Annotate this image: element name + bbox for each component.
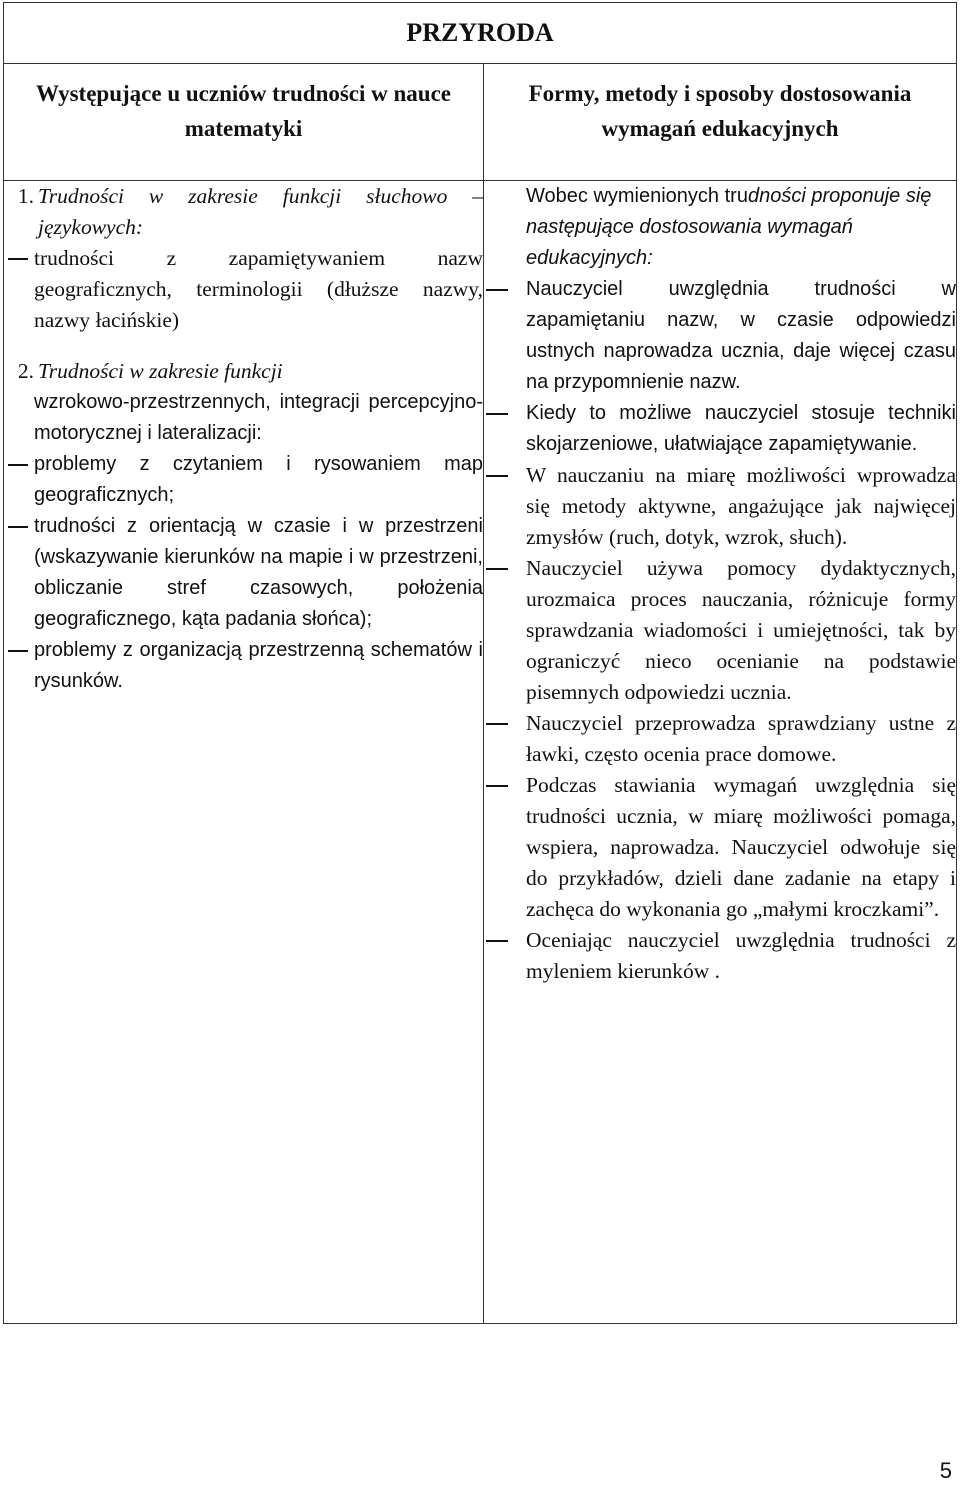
list-item-text: trudności z zapamiętywaniem nazw geograficznych, terminologii (dłuższe nazwy, nazwy łacińskie) bbox=[34, 246, 483, 332]
group-number: 1. bbox=[17, 184, 34, 208]
methods-cell bbox=[484, 181, 957, 1324]
page-number: 5 bbox=[939, 1458, 952, 1483]
methods-intro-italic: dności proponuje się następujące dostosowania wymagań edukacyjnych: bbox=[526, 185, 932, 269]
methods-intro bbox=[484, 181, 956, 274]
list-item-text: trudności z orientacją w czasie i w przestrzeni (wskazywanie kierunków na mapie i w przestrzeni, obliczanie stref czasowych, położenia geograficznego, kąta padania słońca); bbox=[34, 515, 483, 630]
list-item bbox=[484, 460, 956, 553]
list-item bbox=[484, 925, 956, 987]
group-subheading: wzrokowo-przestrzennych, integracji percepcyjno-motorycznej i lateralizacji: bbox=[34, 391, 483, 444]
table-title: PRZYRODA bbox=[4, 3, 957, 64]
list-item bbox=[4, 243, 483, 336]
dash-bullet-icon bbox=[484, 553, 526, 708]
group-heading: Trudności w zakresie funkcji bbox=[38, 359, 283, 383]
list-item-text: Podczas stawiania wymagań uwzględnia się trudności ucznia, w miarę możliwości pomaga, wspiera, naprowadza. Nauczyciel odwołuje się do przykładów, dzieli dane zadanie na etapy i zachęca do wykonania go „małymi kroczkami”. bbox=[526, 773, 956, 921]
list-item-text: W nauczaniu na miarę możliwości wprowadza się metody aktywne, angażujące jak najwięcej zmysłów (ruch, dotyk, wzrok, słuch). bbox=[526, 463, 956, 549]
column-header-methods-text: Formy, metody i sposoby dostosowania wymagań edukacyjnych bbox=[528, 81, 912, 141]
adaptation-table bbox=[3, 2, 957, 1324]
list-item-text: Oceniając nauczyciel uwzględnia trudności z myleniem kierunków . bbox=[526, 928, 956, 983]
dash-bullet-icon bbox=[4, 511, 34, 635]
group-number: 2. bbox=[17, 359, 34, 383]
difficulties-cell bbox=[4, 181, 484, 1324]
list-item bbox=[4, 635, 483, 697]
dash-bullet-icon bbox=[4, 449, 34, 511]
dash-bullet-icon bbox=[484, 274, 526, 398]
list-item-text: Nauczyciel przeprowadza sprawdziany ustne z ławki, często ocenia prace domowe. bbox=[526, 711, 956, 766]
dash-bullet-icon bbox=[484, 770, 526, 925]
list-item bbox=[4, 449, 483, 511]
list-item bbox=[484, 398, 956, 460]
list-item-text: problemy z czytaniem i rysowaniem map geograficznych; bbox=[34, 453, 483, 506]
difficulty-group-1 bbox=[4, 181, 483, 243]
list-item bbox=[484, 708, 956, 770]
dash-bullet-icon bbox=[4, 243, 34, 336]
list-item bbox=[4, 511, 483, 635]
list-item-text: Nauczyciel używa pomocy dydaktycznych, urozmaica proces nauczania, różnicuje formy sprawdzania wiadomości i umiejętności, tak by ograniczyć nieco ocenianie na podstawie pisemnych odpowiedzi ucznia. bbox=[526, 556, 956, 704]
column-header-difficulties bbox=[4, 64, 484, 181]
column-header-difficulties-text: Występujące u uczniów trudności w nauce matematyki bbox=[35, 81, 452, 141]
dash-bullet-icon bbox=[484, 708, 526, 770]
dash-bullet-icon bbox=[4, 635, 34, 697]
difficulty-group-2 bbox=[4, 356, 483, 387]
list-item bbox=[484, 770, 956, 925]
list-item-text: problemy z organizacją przestrzenną schematów i rysunków. bbox=[34, 639, 483, 692]
methods-intro-plain: Wobec wymienionych tru bbox=[526, 185, 748, 207]
dash-bullet-icon bbox=[484, 925, 526, 987]
list-item-text: Kiedy to możliwe nauczyciel stosuje techniki skojarzeniowe, ułatwiające zapamiętywanie. bbox=[526, 402, 956, 455]
list-item bbox=[484, 274, 956, 398]
column-header-methods bbox=[484, 64, 957, 181]
list-item-text: Nauczyciel uwzględnia trudności w zapamiętaniu nazw, w czasie odpowiedzi ustnych naprowadza ucznia, daje więcej czasu na przypomnienie nazw. bbox=[526, 278, 956, 393]
list-item bbox=[484, 553, 956, 708]
group-heading: Trudności w zakresie funkcji słuchowo – językowych: bbox=[38, 184, 483, 239]
dash-bullet-icon bbox=[484, 460, 526, 553]
dash-bullet-icon bbox=[484, 398, 526, 460]
